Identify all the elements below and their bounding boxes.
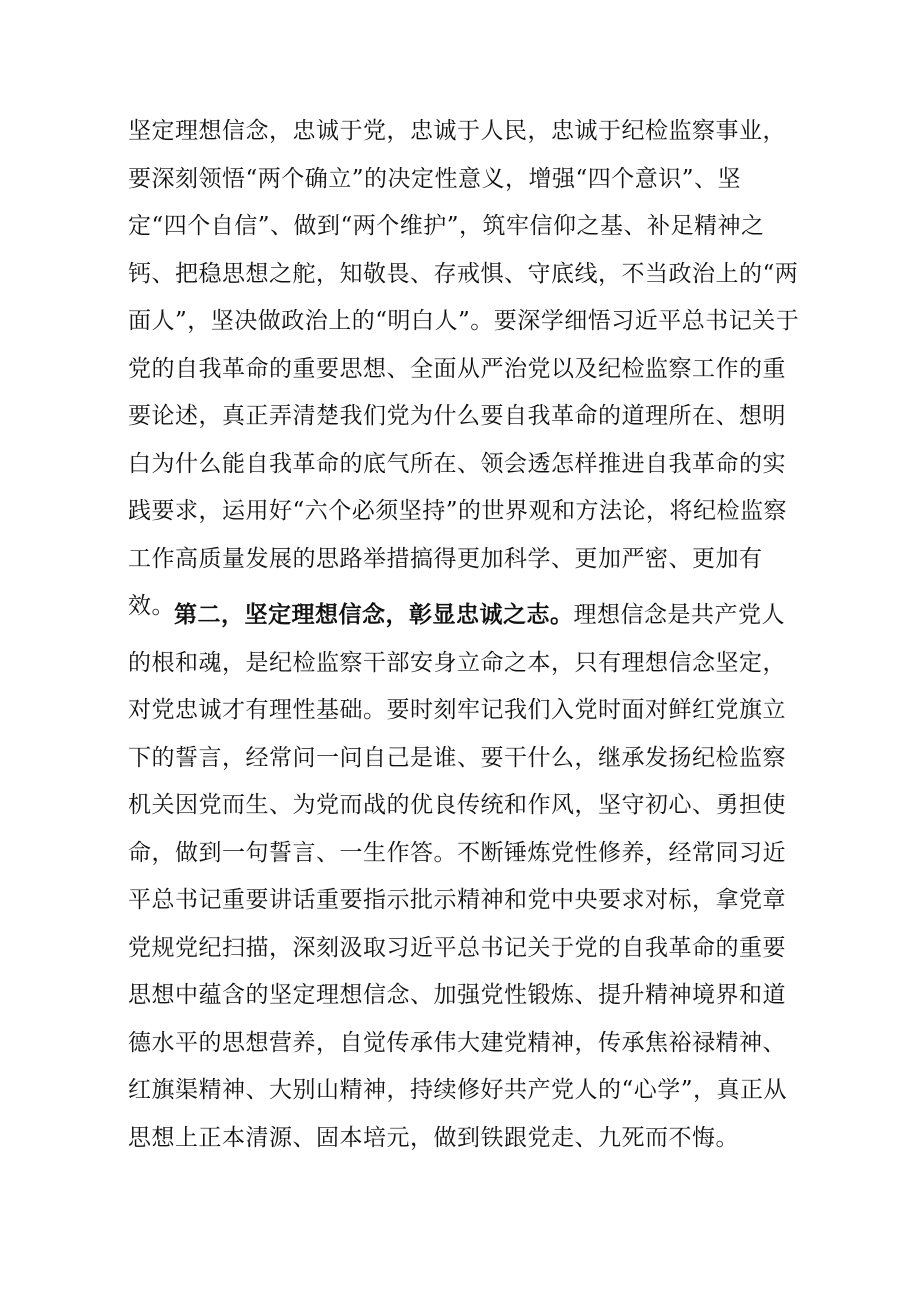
- body-paragraph-2: [128, 592, 800, 1162]
- paragraph-2-lead-heading: 第二，坚定理想信念，彰显忠诚之志。: [174, 602, 574, 628]
- body-paragraph-1: 坚定理想信念，忠诚于党，忠诚于人民，忠诚于纪检监察事业，要深刻领悟“两个确立”的决定性意义，增强“四个意识”、坚定“四个自信”、做到“两个维护”，筑牢信仰之基、补足精神之钙、把稳思想之舵，知敬畏、存戒惧、守底线，不当政治上的“两面人”，坚决做政治上的“明白人”。要深学细悟习近平总书记关于党的自我革命的重要思想、全面从严治党以及纪检监察工作的重要论述，真正弄清楚我们党为什么要自我革命的道理所在、想明白为什么能自我革命的底气所在、领会透怎样推进自我革命的实践要求，运用好“六个必须坚持”的世界观和方法论，将纪检监察工作高质量发展的思路举措搞得更加科学、更加严密、更加有效。: [128, 118, 800, 619]
- paragraph-2-body: 理想信念是共产党人的根和魂，是纪检监察干部安身立命之本，只有理想信念坚定，对党忠诚才有理性基础。要时刻牢记我们入党时面对鲜红党旗立下的誓言，经常问一问自己是谁、要干什么，继承发扬纪检监察机关因党而生、为党而战的优良传统和作风，坚守初心、勇担使命，做到一句誓言、一生作答。不断锤炼党性修养，经常同习近平总书记重要讲话重要指示批示精神和党中央要求对标，拿党章党规党纪扫描，深刻汲取习近平总书记关于党的自我革命的重要思想中蕴含的坚定理想信念、加强党性锻炼、提升精神境界和道德水平的思想营养，自觉传承伟大建党精神，传承焦裕禄精神、红旗渠精神、大别山精神，持续修好共产党人的“心学”，真正从思想上正本清源、固本培元，做到铁跟党走、九死而不悔。: [128, 602, 788, 1151]
